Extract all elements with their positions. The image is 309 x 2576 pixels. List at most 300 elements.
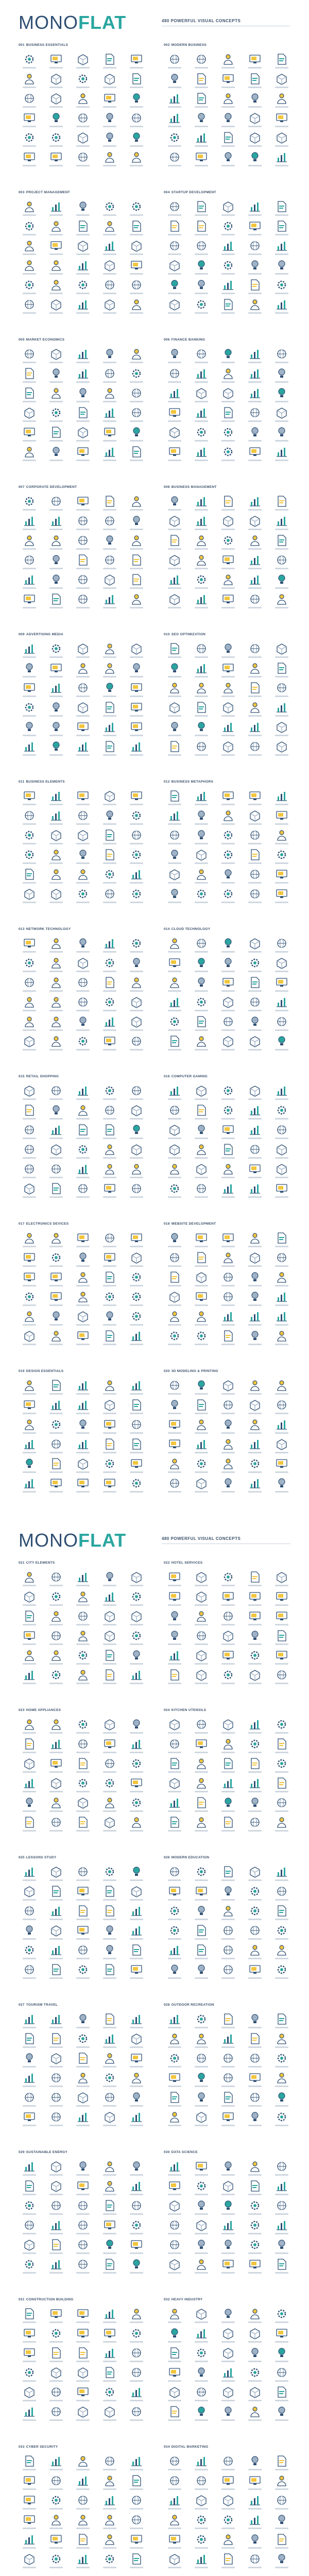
icon-caption	[23, 381, 36, 383]
icon-caption	[76, 1265, 90, 1267]
globe-icon	[129, 2513, 144, 2527]
monitor-icon-tile	[45, 1477, 67, 1496]
icon-caption	[168, 1304, 181, 1306]
icon-caption	[103, 843, 116, 844]
chart-icon	[49, 514, 63, 528]
gear-icon	[76, 1143, 90, 1156]
gear-icon-tile	[99, 1084, 121, 1104]
doc-icon	[167, 2091, 182, 2104]
icon-caption	[76, 2528, 90, 2529]
box-icon-tile	[271, 1143, 293, 1162]
doc-icon	[129, 1943, 144, 1957]
gear-icon	[248, 956, 262, 970]
gear-icon	[102, 200, 117, 213]
icon-caption	[221, 1177, 235, 1178]
icon-caption	[49, 1977, 63, 1979]
monitor-icon-tile	[126, 1776, 147, 1796]
chart-icon	[274, 445, 289, 459]
globe-icon	[129, 1084, 144, 1097]
globe-icon	[102, 553, 117, 567]
icon-caption	[76, 1830, 90, 1832]
bulb-icon	[49, 701, 63, 714]
chart-icon	[129, 1668, 144, 1682]
person-icon-tile	[99, 2513, 121, 2533]
chart-icon-tile	[271, 514, 293, 534]
icon-caption	[195, 1624, 208, 1625]
icon-caption	[195, 440, 208, 442]
box-icon-tile	[72, 53, 94, 72]
globe-icon	[129, 1418, 144, 1431]
chart-icon	[194, 1437, 209, 1451]
icon-caption	[23, 1919, 36, 1920]
globe-icon-tile	[217, 2071, 239, 2091]
globe-icon	[167, 1251, 182, 1264]
gear-icon-tile	[19, 956, 40, 976]
globe-icon-tile	[191, 239, 212, 259]
monitor-icon	[248, 445, 262, 459]
chart-icon-tile	[19, 2533, 40, 2552]
bulb-icon	[167, 1629, 182, 1642]
icon-caption	[103, 1304, 116, 1306]
section-title	[164, 43, 207, 47]
globe-icon-tile	[45, 2091, 67, 2110]
chart-icon-tile	[99, 937, 121, 956]
gear-icon-tile	[45, 1251, 67, 1270]
chart-icon	[167, 386, 182, 400]
icon-caption	[195, 460, 208, 461]
box-icon-tile	[45, 2052, 67, 2071]
icon-caption	[248, 362, 262, 363]
bulb-icon	[49, 740, 63, 753]
person-icon	[76, 92, 90, 105]
icon-caption	[23, 1879, 36, 1881]
doc-icon-tile	[191, 1251, 212, 1270]
doc-icon-tile	[271, 2454, 293, 2474]
bulb-icon-tile	[72, 2012, 94, 2032]
icon-caption	[103, 2046, 116, 2048]
icon-caption	[76, 2567, 90, 2568]
globe-icon	[76, 514, 90, 528]
person-icon-tile	[191, 681, 212, 701]
box-icon	[129, 1570, 144, 1584]
monitor-icon	[194, 1290, 209, 1303]
icon-caption	[275, 568, 288, 569]
icon-caption	[248, 87, 262, 88]
globe-icon-tile	[72, 809, 94, 828]
section-name: ELECTRONICS DEVICES	[26, 1222, 69, 1226]
bulb-icon	[76, 386, 90, 400]
globe-icon	[167, 53, 182, 66]
globe-icon	[49, 2199, 63, 2212]
icon-caption	[168, 2547, 181, 2549]
gear-icon	[22, 53, 37, 66]
globe-icon	[49, 1084, 63, 1097]
doc-icon-tile	[217, 1143, 239, 1162]
globe-icon-tile	[191, 642, 212, 662]
globe-icon	[129, 406, 144, 419]
monitor-icon	[167, 2533, 182, 2546]
monitor-icon-tile	[244, 219, 266, 239]
globe-icon	[129, 2366, 144, 2379]
doc-icon	[274, 662, 289, 675]
monitor-icon	[221, 72, 235, 86]
icon-caption	[168, 1393, 181, 1395]
icon-caption	[103, 2341, 116, 2343]
chart-icon	[194, 2327, 209, 2340]
icon-caption	[49, 568, 63, 569]
chart-icon	[49, 1123, 63, 1137]
icon-caption	[49, 587, 63, 589]
bulb-icon-tile	[271, 1477, 293, 1496]
doc-icon-tile	[19, 2454, 40, 2474]
icon-caption	[103, 951, 116, 953]
monitor-icon-tile	[19, 1270, 40, 1290]
box-icon-tile	[72, 426, 94, 445]
monitor-icon	[22, 150, 37, 164]
chart-icon-tile	[72, 367, 94, 386]
box-icon-tile	[271, 1162, 293, 1182]
section-number: 031	[19, 2298, 25, 2301]
doc-icon	[102, 1649, 117, 1662]
bulb-icon-tile	[126, 1649, 147, 1668]
person-icon-tile	[19, 1310, 40, 1329]
bulb-icon	[22, 2052, 37, 2065]
globe-icon	[274, 1885, 289, 1898]
icon-caption	[23, 902, 36, 903]
section-title	[19, 633, 63, 636]
gear-icon-tile	[244, 2218, 266, 2238]
icon-caption	[103, 1285, 116, 1286]
icon-caption	[103, 1810, 116, 1812]
monitor-icon-tile	[244, 2474, 266, 2494]
chart-icon-tile	[271, 298, 293, 317]
monitor-icon-tile	[244, 1609, 266, 1629]
icon-caption	[23, 754, 36, 756]
monitor-icon-tile	[99, 426, 121, 445]
monitor-icon	[102, 1418, 117, 1431]
box-icon-tile	[217, 1035, 239, 1054]
chart-icon-tile	[271, 239, 293, 259]
icon-caption	[76, 862, 90, 864]
monitor-icon	[248, 2474, 262, 2487]
globe-icon-tile	[19, 2218, 40, 2238]
gear-icon	[194, 2513, 209, 2527]
icon-caption	[221, 754, 235, 756]
box-icon-tile	[126, 239, 147, 259]
icon-caption	[275, 2528, 288, 2529]
icon-caption	[49, 2125, 63, 2126]
icon-caption	[248, 1324, 262, 1326]
icon-caption	[221, 1732, 235, 1734]
bulb-icon	[22, 662, 37, 675]
icon-caption	[103, 401, 116, 402]
chart-icon-tile	[45, 200, 67, 219]
chart-icon-tile	[19, 1776, 40, 1796]
chart-icon-tile	[191, 514, 212, 534]
bulb-icon	[76, 1418, 90, 1431]
monitor-icon	[129, 1457, 144, 1470]
monitor-icon-tile	[72, 495, 94, 514]
icon-caption	[49, 1604, 63, 1606]
gear-icon-tile	[19, 701, 40, 720]
icon-caption	[195, 2469, 208, 2470]
section-number: 006	[164, 338, 170, 342]
globe-icon	[221, 1609, 235, 1623]
monitor-icon-tile	[244, 2071, 266, 2091]
logo-mono: MONO	[19, 12, 78, 33]
icon-caption	[103, 509, 116, 511]
box-icon	[248, 1668, 262, 1682]
globe-icon	[49, 1437, 63, 1451]
box-icon-tile	[19, 1035, 40, 1054]
person-icon	[274, 1270, 289, 1284]
icon-caption	[195, 587, 208, 589]
person-icon-tile	[164, 2307, 185, 2327]
icon-caption	[168, 440, 181, 442]
chart-icon-tile	[126, 2454, 147, 2474]
globe-icon	[49, 2110, 63, 2124]
icon-caption	[168, 2508, 181, 2510]
icon-caption	[195, 823, 208, 825]
bulb-icon-tile	[164, 2327, 185, 2346]
icon-caption	[103, 2174, 116, 2176]
icon-caption	[168, 1977, 181, 1979]
icon-caption	[23, 1624, 36, 1625]
doc-icon-tile	[99, 976, 121, 995]
icon-caption	[23, 735, 36, 736]
icon-caption	[168, 1879, 181, 1881]
box-icon	[167, 426, 182, 439]
globe-icon-tile	[45, 2385, 67, 2405]
section-title	[19, 927, 71, 931]
icon-caption	[23, 1157, 36, 1159]
bulb-icon	[194, 720, 209, 734]
person-icon-tile	[99, 219, 121, 239]
icon-caption	[195, 990, 208, 992]
icon-caption	[275, 2066, 288, 2067]
bulb-icon-tile	[45, 111, 67, 131]
section-number: 011	[19, 780, 25, 784]
bulb-icon	[129, 131, 144, 144]
bulb-icon-tile	[126, 426, 147, 445]
doc-icon	[22, 1609, 37, 1623]
bulb-icon-tile	[217, 2238, 239, 2258]
box-icon-tile	[191, 2307, 212, 2327]
chart-icon	[194, 495, 209, 508]
section-number: 028	[164, 2003, 170, 2007]
person-icon-tile	[19, 1015, 40, 1035]
chart-icon-tile	[45, 2218, 67, 2238]
gear-icon	[167, 131, 182, 144]
monitor-icon	[49, 1270, 63, 1284]
gear-icon-tile	[126, 1270, 147, 1290]
bulb-icon-tile	[126, 92, 147, 111]
icon-caption	[168, 1049, 181, 1050]
monitor-icon-tile	[19, 681, 40, 701]
chart-icon-tile	[244, 1123, 266, 1143]
doc-icon-tile	[99, 2199, 121, 2218]
doc-icon	[221, 495, 235, 508]
doc-icon	[221, 2552, 235, 2566]
icon-caption	[168, 862, 181, 864]
icon-caption	[221, 1344, 235, 1345]
box-icon-tile	[217, 2494, 239, 2513]
person-icon	[49, 868, 63, 881]
globe-icon-tile	[244, 642, 266, 662]
icon-caption	[76, 696, 90, 697]
bulb-icon-tile	[72, 937, 94, 956]
icon-caption	[103, 1432, 116, 1434]
section-name: LESSONS STUDY	[26, 1856, 57, 1859]
gear-icon	[221, 426, 235, 439]
globe-icon	[49, 1816, 63, 1829]
section-name: HEAVY INDUSTRY	[171, 2298, 203, 2301]
gear-icon-tile	[217, 887, 239, 907]
section-number: 033	[19, 2445, 25, 2449]
bulb-icon-tile	[126, 956, 147, 976]
icon-grid	[19, 1084, 147, 1201]
doc-icon-tile	[164, 2091, 185, 2110]
chart-icon	[49, 2454, 63, 2468]
chart-icon	[102, 937, 117, 950]
box-icon	[102, 1629, 117, 1642]
icon-caption	[275, 460, 288, 461]
chart-icon-tile	[191, 2327, 212, 2346]
icon-caption	[49, 1246, 63, 1247]
globe-icon	[102, 514, 117, 528]
icon-caption	[49, 1791, 63, 1792]
doc-icon-tile	[217, 406, 239, 426]
box-icon-tile	[244, 514, 266, 534]
icon-caption	[248, 715, 262, 717]
doc-icon-tile	[99, 1123, 121, 1143]
icon-caption	[130, 401, 143, 402]
icon-caption	[130, 1010, 143, 1011]
bulb-icon-tile	[217, 347, 239, 367]
monitor-icon	[102, 2327, 117, 2340]
bulb-icon	[194, 278, 209, 292]
bulb-icon	[102, 1924, 117, 1937]
person-icon-tile	[126, 1162, 147, 1182]
gear-icon	[194, 2179, 209, 2193]
icon-caption	[195, 2125, 208, 2126]
person-icon-tile	[217, 2533, 239, 2552]
bulb-icon-tile	[217, 1885, 239, 1904]
box-icon-tile	[244, 2327, 266, 2346]
monitor-icon-tile	[99, 1737, 121, 1757]
bulb-icon	[274, 386, 289, 400]
doc-icon	[274, 2385, 289, 2399]
icon-caption	[168, 882, 181, 884]
gear-icon	[76, 72, 90, 86]
icon-caption	[103, 2488, 116, 2490]
icon-caption	[49, 1196, 63, 1198]
person-icon	[248, 2307, 262, 2320]
icon-caption	[23, 2567, 36, 2568]
doc-icon-tile	[72, 2052, 94, 2071]
icon-caption	[49, 2341, 63, 2343]
globe-icon	[129, 111, 144, 125]
gear-icon-tile	[45, 642, 67, 662]
box-icon	[167, 1776, 182, 1790]
person-icon-tile	[191, 1310, 212, 1329]
icon-caption	[221, 1393, 235, 1395]
box-icon	[22, 1757, 37, 1770]
bulb-icon	[129, 2160, 144, 2173]
icon-caption	[130, 1265, 143, 1267]
globe-icon	[194, 2474, 209, 2487]
icon-caption	[23, 951, 36, 953]
chart-icon-tile	[217, 278, 239, 298]
icon-caption	[49, 1491, 63, 1493]
icon-grid	[164, 2012, 293, 2130]
chart-icon	[22, 2405, 37, 2418]
icon-grid	[19, 53, 147, 170]
globe-icon-tile	[99, 1231, 121, 1251]
icon-caption	[130, 293, 143, 294]
chart-icon-tile	[99, 445, 121, 465]
person-icon-tile	[99, 386, 121, 406]
gear-icon-tile	[126, 1590, 147, 1609]
monitor-icon	[76, 720, 90, 734]
icon-caption	[168, 1413, 181, 1414]
person-icon-tile	[126, 1816, 147, 1835]
icon-caption	[168, 1810, 181, 1812]
chart-icon-tile	[126, 868, 147, 887]
icon-caption	[195, 607, 208, 608]
icon-caption	[130, 362, 143, 363]
bulb-icon	[194, 2199, 209, 2212]
icon-caption	[221, 2508, 235, 2510]
monitor-icon-tile	[217, 2258, 239, 2277]
icon-caption	[130, 87, 143, 88]
bulb-icon	[49, 720, 63, 734]
monitor-icon	[248, 1590, 262, 1603]
icon-caption	[248, 2125, 262, 2126]
gear-icon-tile	[126, 1796, 147, 1816]
monitor-icon	[102, 2218, 117, 2232]
globe-icon-tile	[271, 2199, 293, 2218]
doc-icon-tile	[191, 92, 212, 111]
chart-icon	[22, 1668, 37, 1682]
icon-caption	[76, 2341, 90, 2343]
doc-icon-tile	[19, 1737, 40, 1757]
gear-icon-tile	[19, 53, 40, 72]
bulb-icon	[274, 2552, 289, 2566]
icon-caption	[76, 1324, 90, 1326]
gear-icon-tile	[45, 1668, 67, 1688]
icon-caption	[130, 1413, 143, 1414]
icon-grid	[19, 937, 147, 1054]
doc-icon-tile	[191, 200, 212, 219]
gear-icon	[22, 2199, 37, 2212]
doc-icon-tile	[99, 848, 121, 868]
icon-caption	[275, 1899, 288, 1901]
icon-caption	[49, 1157, 63, 1159]
icon-caption	[221, 1899, 235, 1901]
chart-icon-tile	[126, 1924, 147, 1943]
chart-icon-tile	[217, 720, 239, 740]
chart-icon	[102, 2032, 117, 2045]
box-icon	[221, 2179, 235, 2193]
chart-icon-tile	[217, 1310, 239, 1329]
person-icon-tile	[217, 1457, 239, 1477]
icon-caption	[23, 2361, 36, 2362]
bulb-icon	[102, 1570, 117, 1584]
icon-caption	[49, 696, 63, 697]
box-icon	[194, 2218, 209, 2232]
icon-caption	[49, 2252, 63, 2254]
